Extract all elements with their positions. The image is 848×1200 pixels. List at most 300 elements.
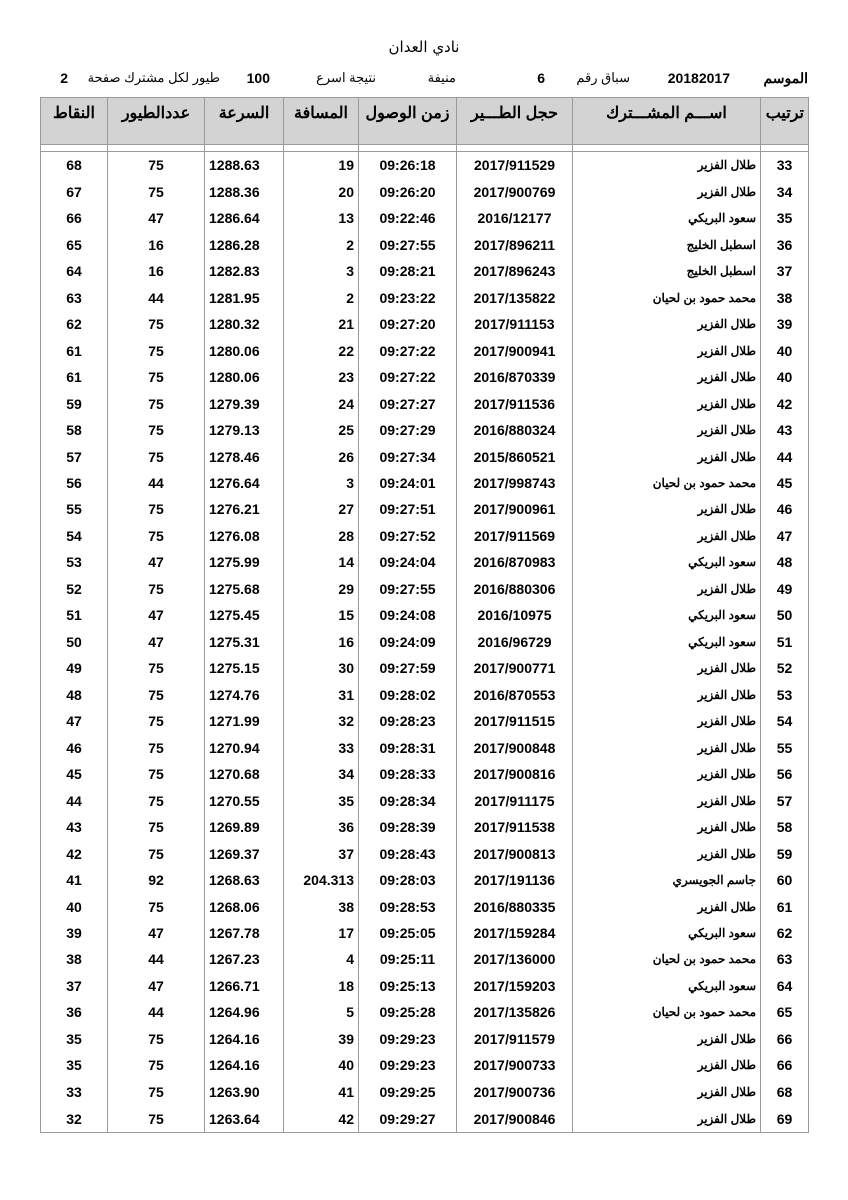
cell-distance: 15 [284,602,359,628]
cell-birds: 44 [108,470,205,496]
cell-distance: 204.313 [284,867,359,893]
cell-distance: 31 [284,682,359,708]
table-row [41,258,809,284]
cell-birds: 16 [108,232,205,258]
cell-birds: 44 [108,946,205,972]
cell-name: سعود البريكي [573,920,761,946]
cell-time: 09:24:08 [359,602,457,628]
col-time-header: زمن الوصول [359,98,457,145]
cell-rank: 69 [761,1105,809,1132]
cell-birds: 75 [108,1079,205,1105]
cell-name: طلال الفزير [573,496,761,522]
cell-ring: 2017/900848 [457,734,573,760]
cell-distance: 40 [284,1052,359,1078]
cell-points: 42 [41,840,108,866]
cell-name: طلال الفزير [573,814,761,840]
cell-name: محمد حمود بن لحيان [573,284,761,310]
cell-points: 45 [41,761,108,787]
cell-rank: 60 [761,867,809,893]
cell-rank: 37 [761,258,809,284]
cell-name: سعود البريكي [573,629,761,655]
cell-ring: 2017/900813 [457,840,573,866]
cell-ring: 2017/900769 [457,179,573,205]
club-title: نادي العدان [388,38,460,56]
cell-rank: 48 [761,549,809,575]
cell-speed: 1269.37 [205,840,284,866]
cell-speed: 1282.83 [205,258,284,284]
cell-distance: 2 [284,284,359,310]
table-row [41,523,809,549]
cell-ring: 2017/911175 [457,787,573,813]
table-row [41,840,809,866]
cell-speed: 1275.15 [205,655,284,681]
col-speed-header: السرعة [205,98,284,145]
cell-distance: 22 [284,337,359,363]
cell-speed: 1279.39 [205,390,284,416]
cell-ring: 2016/96729 [457,629,573,655]
cell-speed: 1274.76 [205,682,284,708]
table-row [41,576,809,602]
cell-birds: 47 [108,920,205,946]
cell-time: 09:27:27 [359,390,457,416]
cell-ring: 2015/860521 [457,443,573,469]
cell-time: 09:27:52 [359,523,457,549]
cell-birds: 75 [108,1026,205,1052]
table-row [41,417,809,443]
cell-speed: 1279.13 [205,417,284,443]
cell-birds: 75 [108,496,205,522]
cell-time: 09:28:43 [359,840,457,866]
cell-ring: 2017/896243 [457,258,573,284]
cell-distance: 27 [284,496,359,522]
cell-distance: 33 [284,734,359,760]
col-distance-header: المسافة [284,98,359,145]
cell-name: طلال الفزير [573,655,761,681]
cell-distance: 19 [284,152,359,179]
cell-points: 61 [41,364,108,390]
cell-points: 66 [41,205,108,231]
cell-time: 09:29:25 [359,1079,457,1105]
cell-rank: 64 [761,973,809,999]
cell-name: طلال الفزير [573,337,761,363]
cell-birds: 75 [108,655,205,681]
cell-ring: 2017/911538 [457,814,573,840]
cell-birds: 75 [108,893,205,919]
table-row [41,708,809,734]
result-label: نتيجة اسرع [316,70,376,85]
cell-distance: 35 [284,787,359,813]
cell-distance: 2 [284,232,359,258]
cell-speed: 1264.16 [205,1052,284,1078]
cell-speed: 1288.36 [205,179,284,205]
cell-distance: 25 [284,417,359,443]
col-ring-header: حجل الطـــير [457,98,573,145]
cell-distance: 30 [284,655,359,681]
cell-name: طلال الفزير [573,364,761,390]
cell-time: 09:27:55 [359,576,457,602]
table-row [41,655,809,681]
cell-time: 09:24:09 [359,629,457,655]
cell-name: طلال الفزير [573,523,761,549]
cell-name: طلال الفزير [573,152,761,179]
cell-points: 41 [41,867,108,893]
cell-distance: 24 [284,390,359,416]
header-spacer [41,145,809,152]
birds-per-member-page: طيور لكل مشترك صفحة [87,70,220,85]
cell-time: 09:28:33 [359,761,457,787]
cell-time: 09:27:29 [359,417,457,443]
table-row [41,443,809,469]
cell-ring: 2017/911529 [457,152,573,179]
cell-birds: 47 [108,602,205,628]
table-row [41,814,809,840]
cell-speed: 1276.21 [205,496,284,522]
col-name-header: اســـم المشـــترك [573,98,761,145]
table-row [41,152,809,179]
cell-time: 09:25:11 [359,946,457,972]
cell-points: 48 [41,682,108,708]
cell-distance: 13 [284,205,359,231]
cell-rank: 55 [761,734,809,760]
cell-distance: 23 [284,364,359,390]
cell-time: 09:29:23 [359,1026,457,1052]
cell-points: 68 [41,152,108,179]
cell-ring: 2016/880335 [457,893,573,919]
cell-points: 61 [41,337,108,363]
cell-points: 38 [41,946,108,972]
cell-name: سعود البريكي [573,549,761,575]
cell-rank: 53 [761,682,809,708]
cell-speed: 1266.71 [205,973,284,999]
result-count: 100 [246,70,270,86]
cell-name: طلال الفزير [573,443,761,469]
cell-ring: 2017/135826 [457,999,573,1025]
cell-distance: 3 [284,470,359,496]
cell-birds: 75 [108,417,205,443]
table-row [41,311,809,337]
cell-speed: 1270.94 [205,734,284,760]
cell-points: 55 [41,496,108,522]
cell-time: 09:28:23 [359,708,457,734]
cell-birds: 16 [108,258,205,284]
cell-distance: 4 [284,946,359,972]
cell-name: طلال الفزير [573,1105,761,1132]
cell-distance: 41 [284,1079,359,1105]
table-row [41,999,809,1025]
cell-time: 09:29:23 [359,1052,457,1078]
cell-speed: 1275.99 [205,549,284,575]
table-row [41,470,809,496]
table-row [41,867,809,893]
results-table [40,97,809,1133]
cell-birds: 75 [108,1052,205,1078]
cell-ring: 2017/998743 [457,470,573,496]
cell-time: 09:22:46 [359,205,457,231]
cell-ring: 2017/900736 [457,1079,573,1105]
cell-birds: 47 [108,205,205,231]
table-row [41,496,809,522]
cell-birds: 75 [108,787,205,813]
cell-ring: 2017/900941 [457,337,573,363]
cell-distance: 5 [284,999,359,1025]
cell-ring: 2017/911569 [457,523,573,549]
region: منيفة [427,70,456,85]
cell-birds: 44 [108,284,205,310]
cell-rank: 62 [761,920,809,946]
cell-name: طلال الفزير [573,787,761,813]
cell-points: 39 [41,920,108,946]
cell-speed: 1288.63 [205,152,284,179]
cell-points: 40 [41,893,108,919]
cell-birds: 47 [108,549,205,575]
cell-name: طلال الفزير [573,390,761,416]
cell-points: 44 [41,787,108,813]
cell-name: طلال الفزير [573,417,761,443]
cell-ring: 2016/870553 [457,682,573,708]
cell-distance: 3 [284,258,359,284]
cell-ring: 2017/900961 [457,496,573,522]
cell-speed: 1278.46 [205,443,284,469]
table-row [41,284,809,310]
cell-rank: 33 [761,152,809,179]
header-row [41,98,809,145]
cell-rank: 66 [761,1026,809,1052]
cell-speed: 1264.16 [205,1026,284,1052]
cell-birds: 75 [108,1105,205,1132]
col-rank-header: ترتيب [761,98,809,145]
cell-rank: 34 [761,179,809,205]
cell-ring: 2017/911536 [457,390,573,416]
cell-rank: 35 [761,205,809,231]
cell-points: 58 [41,417,108,443]
race-number: 6 [537,70,545,86]
cell-speed: 1275.45 [205,602,284,628]
cell-ring: 2017/900816 [457,761,573,787]
table-row [41,1052,809,1078]
cell-birds: 75 [108,682,205,708]
cell-time: 09:27:22 [359,337,457,363]
cell-points: 65 [41,232,108,258]
cell-ring: 2016/880306 [457,576,573,602]
table-row [41,179,809,205]
cell-rank: 47 [761,523,809,549]
cell-speed: 1280.32 [205,311,284,337]
cell-rank: 46 [761,496,809,522]
cell-speed: 1286.64 [205,205,284,231]
cell-ring: 2016/870339 [457,364,573,390]
cell-speed: 1286.28 [205,232,284,258]
cell-name: طلال الفزير [573,1052,761,1078]
race-info-bar [40,70,808,92]
cell-name: طلال الفزير [573,311,761,337]
cell-rank: 50 [761,602,809,628]
table-row [41,682,809,708]
cell-name: اسطبل الخليج [573,258,761,284]
cell-points: 57 [41,443,108,469]
table-row [41,734,809,760]
table-row [41,787,809,813]
cell-points: 64 [41,258,108,284]
cell-distance: 42 [284,1105,359,1132]
cell-birds: 75 [108,337,205,363]
cell-distance: 14 [284,549,359,575]
cell-name: طلال الفزير [573,576,761,602]
cell-birds: 75 [108,840,205,866]
cell-distance: 29 [284,576,359,602]
cell-points: 62 [41,311,108,337]
cell-distance: 17 [284,920,359,946]
cell-points: 53 [41,549,108,575]
cell-ring: 2017/159284 [457,920,573,946]
cell-points: 36 [41,999,108,1025]
table-row [41,893,809,919]
cell-points: 56 [41,470,108,496]
cell-time: 09:24:01 [359,470,457,496]
season-value: 20182017 [667,70,730,86]
cell-rank: 40 [761,337,809,363]
cell-rank: 36 [761,232,809,258]
cell-speed: 1281.95 [205,284,284,310]
cell-name: محمد حمود بن لحيان [573,999,761,1025]
cell-distance: 34 [284,761,359,787]
cell-birds: 75 [108,734,205,760]
cell-birds: 75 [108,814,205,840]
season-label: الموسم [763,70,808,86]
table-row [41,205,809,231]
cell-distance: 37 [284,840,359,866]
cell-rank: 39 [761,311,809,337]
cell-rank: 63 [761,946,809,972]
cell-points: 43 [41,814,108,840]
cell-time: 09:29:27 [359,1105,457,1132]
cell-time: 09:28:03 [359,867,457,893]
table-row [41,761,809,787]
cell-rank: 68 [761,1079,809,1105]
cell-speed: 1267.23 [205,946,284,972]
table-row [41,946,809,972]
cell-birds: 75 [108,761,205,787]
cell-name: طلال الفزير [573,179,761,205]
cell-time: 09:27:59 [359,655,457,681]
cell-speed: 1269.89 [205,814,284,840]
cell-birds: 75 [108,576,205,602]
cell-birds: 47 [108,973,205,999]
cell-ring: 2016/880324 [457,417,573,443]
cell-speed: 1271.99 [205,708,284,734]
table-row [41,920,809,946]
cell-name: سعود البريكي [573,973,761,999]
cell-points: 49 [41,655,108,681]
cell-time: 09:27:55 [359,232,457,258]
cell-distance: 36 [284,814,359,840]
table-row [41,1079,809,1105]
cell-points: 59 [41,390,108,416]
cell-speed: 1280.06 [205,337,284,363]
cell-birds: 75 [108,443,205,469]
table-row [41,1105,809,1132]
cell-rank: 43 [761,417,809,443]
cell-ring: 2017/911579 [457,1026,573,1052]
cell-name: طلال الفزير [573,708,761,734]
cell-rank: 58 [761,814,809,840]
cell-ring: 2017/911515 [457,708,573,734]
table-row [41,602,809,628]
cell-distance: 38 [284,893,359,919]
cell-time: 09:28:02 [359,682,457,708]
cell-points: 51 [41,602,108,628]
cell-speed: 1270.68 [205,761,284,787]
cell-ring: 2017/896211 [457,232,573,258]
cell-points: 35 [41,1052,108,1078]
cell-time: 09:28:31 [359,734,457,760]
cell-points: 52 [41,576,108,602]
cell-points: 67 [41,179,108,205]
cell-ring: 2017/136000 [457,946,573,972]
cell-rank: 59 [761,840,809,866]
cell-birds: 75 [108,152,205,179]
cell-distance: 26 [284,443,359,469]
cell-distance: 39 [284,1026,359,1052]
cell-name: اسطبل الخليج [573,232,761,258]
cell-birds: 47 [108,629,205,655]
cell-rank: 66 [761,1052,809,1078]
cell-birds: 75 [108,179,205,205]
cell-name: طلال الفزير [573,761,761,787]
cell-ring: 2017/191136 [457,867,573,893]
cell-rank: 38 [761,284,809,310]
cell-name: طلال الفزير [573,1026,761,1052]
cell-birds: 75 [108,364,205,390]
cell-birds: 75 [108,523,205,549]
cell-name: محمد حمود بن لحيان [573,470,761,496]
cell-time: 09:26:20 [359,179,457,205]
cell-name: طلال الفزير [573,893,761,919]
cell-time: 09:27:20 [359,311,457,337]
cell-ring: 2017/900771 [457,655,573,681]
cell-time: 09:25:13 [359,973,457,999]
race-label: سباق رقم [576,70,630,85]
cell-time: 09:24:04 [359,549,457,575]
cell-birds: 75 [108,311,205,337]
table-row [41,549,809,575]
cell-speed: 1268.63 [205,867,284,893]
cell-rank: 52 [761,655,809,681]
cell-time: 09:28:53 [359,893,457,919]
cell-distance: 28 [284,523,359,549]
cell-birds: 92 [108,867,205,893]
cell-ring: 2017/900846 [457,1105,573,1132]
cell-time: 09:27:34 [359,443,457,469]
cell-ring: 2017/159203 [457,973,573,999]
cell-name: سعود البريكي [573,602,761,628]
cell-distance: 16 [284,629,359,655]
cell-points: 33 [41,1079,108,1105]
cell-speed: 1276.64 [205,470,284,496]
cell-ring: 2017/900733 [457,1052,573,1078]
col-birds-header: عددالطيور [108,98,205,145]
cell-distance: 18 [284,973,359,999]
col-points-header: النقاط [41,98,108,145]
table-row [41,629,809,655]
cell-name: محمد حمود بن لحيان [573,946,761,972]
cell-rank: 61 [761,893,809,919]
cell-rank: 57 [761,787,809,813]
cell-speed: 1275.68 [205,576,284,602]
cell-points: 50 [41,629,108,655]
cell-speed: 1263.64 [205,1105,284,1132]
cell-rank: 40 [761,364,809,390]
cell-points: 32 [41,1105,108,1132]
